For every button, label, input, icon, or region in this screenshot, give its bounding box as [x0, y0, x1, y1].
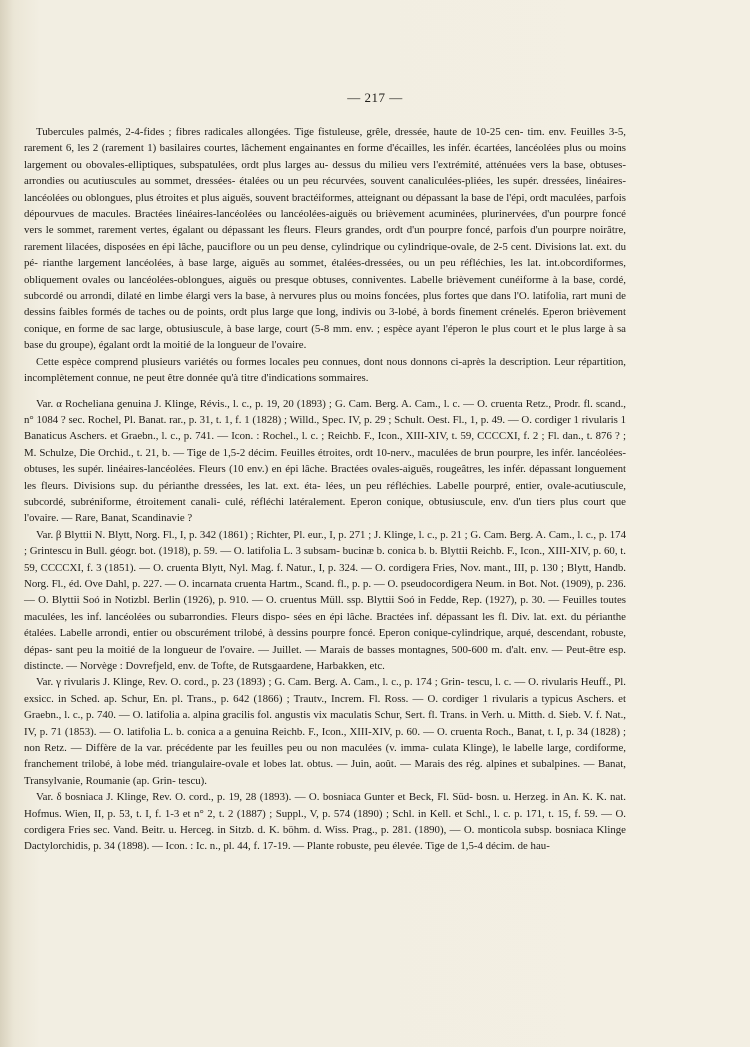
- variety-alpha-paragraph: Var. α Rocheliana genuina J. Klinge, Révis., l. c., p. 19, 20 (1893) ; G. Cam. Berg. A. Cam., l. c. — O. cruenta Retz., Prodr. fl. scand., n° 1084 ? sec. Rochel, Pl. Banat. rar., p. 31, t. 1, f. 1 (1828) ; Willd., Spec. IV, p. 29 ; Schult. Oest. Fl., 1, p. 49. — O. cordiger 1 rivularis 1 Banaticus Aschers. et Graebn., l. c., p. 741. — Icon. : Rochel., l. c. ; Reichb. F., Icon., XIII-XIV, t. 59, CCCCXI, f. 2 ; Fl. dan., t. 876 ? ; M. Schulze, Die Orchid., t. 21, b. — Tige de 1,5-2 décim. Feuilles étroites, ordt 10-nerv., maculées de brun pourpre, les infér. lancéolées-obtuses, les supér. linéaires-lancéolées. Fleurs (10 env.) en épi lâche. Bractées ovales-aiguës, rougeâtres, les infér. dépassant longuement les fleurs. Divisions sup. du périanthe dressées, les lat. ext. éta- lées, un peu réfléchies. Labelle pourpré, entier, ovale-acutiuscule, subcordé, subréniforme, étroitement canali- culé, réfléchi latéralement. Eperon conique, obtusiuscule, env. d'un tiers plus court que l'ovaire. — Rare, Banat, Scandinavie ?: [24, 397, 626, 525]
- page-body: [24, 124, 626, 855]
- species-description-paragraph: Tubercules palmés, 2-4-fides ; fibres radicales allongées. Tige fistuleuse, grêle, dressée, haute de 10-25 cen- tim. env. Feuilles 3-5, rarement 6, les 2 (rarement 1) basilaires courtes, lâchement engainantes en forme d'écailles, les infér. écartées, lancéolées plus ou moins largement ou obovales-elliptiques, subspatulées, ordt plus larges au- dessus du milieu vers l'extrémité, atténuées vers la base, obtuses-arrondies ou acutiuscules au sommet, dressées- étalées ou un peu récurvées, souvent canaliculées-pliées, les supér. dressées, linéaires-lancéolées ou oblongues, plus étroites et plus aiguës, souvent bractéiformes, atteignant ou dépassant la base de l'épi, ordt maculées, parfois dépourvues de macules. Bractées linéaires-lancéolées ou lancéolées-aiguës ou brièvement acuminées, plurinervées, d'un pourpre foncé vers le sommet, rarement vertes, égalant ou dépassant les fleurs. Fleurs grandes, ordt d'un pourpre foncé, parfois d'un pourpre noirâtre, rarement lilacées, disposées en épi lâche, pauciflore ou un peu dense, cylindrique ou cylindrique-ovale, de 2-5 cent. Divisions lat. ext. du pé- rianthe largement lancéolées, à base large, aiguës au sommet, étalées-dressées, ou un peu réfléchies, les lat. int.obcordiformes, obliquement ovales ou lancéolées-oblongues, aiguës ou presque obtuses, conniventes. Labelle brièvement cunéiforme à la base, cordé, subcordé ou arrondi, dilaté en limbe élargi vers la base, à nervures plus ou moins foncées, plus fortes que dans l'O. latifolia, rart muni de dessins faibles formés de taches ou de points, ordt plus large que long, indivis ou 3-lobé, à bords finement crénelés. Eperon brièvement conique, en forme de sac large, obtusiuscule, à base large, court (5-8 mm. env. ; espèce ayant l'éperon le plus court et le plus large à sa base du groupe), égalant ordt la moitié de la longueur de l'ovaire.: [24, 126, 626, 352]
- varieties-intro-paragraph: Cette espèce comprend plusieurs variétés ou formes locales peu connues, dont nous donnons ci-après la description. Leur répartition, incomplètement connue, ne peut être donnée qu'à titre d'indications sommaires.: [24, 355, 626, 385]
- page-number: — 217 —: [347, 90, 403, 105]
- variety-beta-paragraph: Var. β Blyttii N. Blytt, Norg. Fl., I, p. 342 (1861) ; Richter, Pl. eur., I, p. 271 ; J. Klinge, l. c., p. 21 ; G. Cam. Berg. A. Cam., l. c., p. 174 ; Grintescu in Bull. géogr. bot. (1918), p. 59. — O. latifolia L. 3 subsam- bucinæ b. conica b. b. Blyttii Reichb. F., Icon., XIII-XIV, p. 60, t. 59, CCCCXI, f. 3 (1851). — O. cruenta Blytt, Nyl. Mag. f. Natur., I, p. 324. — O. cordigera Fries, Nov. mant., III, p. 130 ; Blytt, Handb. Norg. Fl., éd. Ove Dahl, p. 227. — O. incarnata cruenta Hartm., Scand. fl., p. p. — O. pseudocordigera Neum. in Bot. Not. (1909), p. 236. — O. Blyttii Soó in Notizbl. Berlin (1926), p. 910. — O. cruentus Müll. ssp. Blyttii Soó in Fedde, Rep. (1927), p. 30. — Feuilles toutes maculées, les inf. lancéolées ou subarrondies. Fleurs dispo- sées en épi lâche. Bractées inf. dépassant les fl. Div. lat. ext. du périanthe étalées. Labelle arrondi, entier ou obscurément trilobé, à dessins pourpre foncé. Eperon conique-cylindrique, arqué, descendant, robuste, dépas- sant peu la moitié de la longueur de l'ovaire. — Juillet. — Marais de basses montagnes, 500-600 m. d'alt. env. — Peut-être esp. distincte. — Norvège : Dovrefjeld, env. de Tofte, de Rutsgaardene, Harbakken, etc.: [24, 528, 626, 672]
- variety-gamma-paragraph: Var. γ rivularis J. Klinge, Rev. O. cord., p. 23 (1893) ; G. Cam. Berg. A. Cam., l. c., p. 174 ; Grin- tescu, l. c. — O. rivularis Heuff., Pl. exsicc. in Sched. ap. Schur, En. pl. Trans., p. 642 (1866) ; Trautv., Increm. Fl. Ross. — O. cordiger 1 rivularis a typicus Aschers. et Graebn., l. c., p. 740. — O. latifolia a. alpina gracilis fol. angustis vix maculatis Schur, Sert. fl. Trans. in Verh. u. Mitth. d. Sieb. V. f. Nat., IV, p. 71 (1853). — O. latifolia L. b. conica a a genuina Reichb. F., Icon., XIII-XIV, p. 60. — O. cruenta Roch., Banat, t. I, p. 34 (1828) ; non Retz. — Diffère de la var. précédente par les feuilles peu ou non maculées (v. imma- culata Klinge), le labelle large, cordiforme, franchement trilobé, à lobe méd. triangulaire-ovale et lobes lat. obtus. — Juin, août. — Marais des rég. alpines et subalpines. — Banat, Transylvanie, Roumanie (ap. Grin- tescu).: [24, 676, 626, 787]
- variety-delta-paragraph: Var. δ bosniaca J. Klinge, Rev. O. cord., p. 19, 28 (1893). — O. bosniaca Gunter et Beck, Fl. Süd- bosn. u. Herzeg. in An. K. K. nat. Hofmus. Wien, II, p. 53, t. I, f. 1-3 et n° 2, t. 2 (1887) ; Suppl., V, p. 574 (1890) ; Schl. in Kell. et Schl., l. c. p. 171, t. 15, f. 59. — O. cordigera Fries sec. Vand. Beitr. u. Herceg. in Sitzb. d. K. böhm. d. Wiss. Prag., p. 281. (1890), — O. monticola subsp. bosniaca Klinge Dactylorchidis, p. 34 (1898). — Icon. : Ic. n., pl. 44, f. 17-19. — Plante robuste, peu élevée. Tige de 1,5-4 décim. de hau-: [24, 791, 626, 853]
